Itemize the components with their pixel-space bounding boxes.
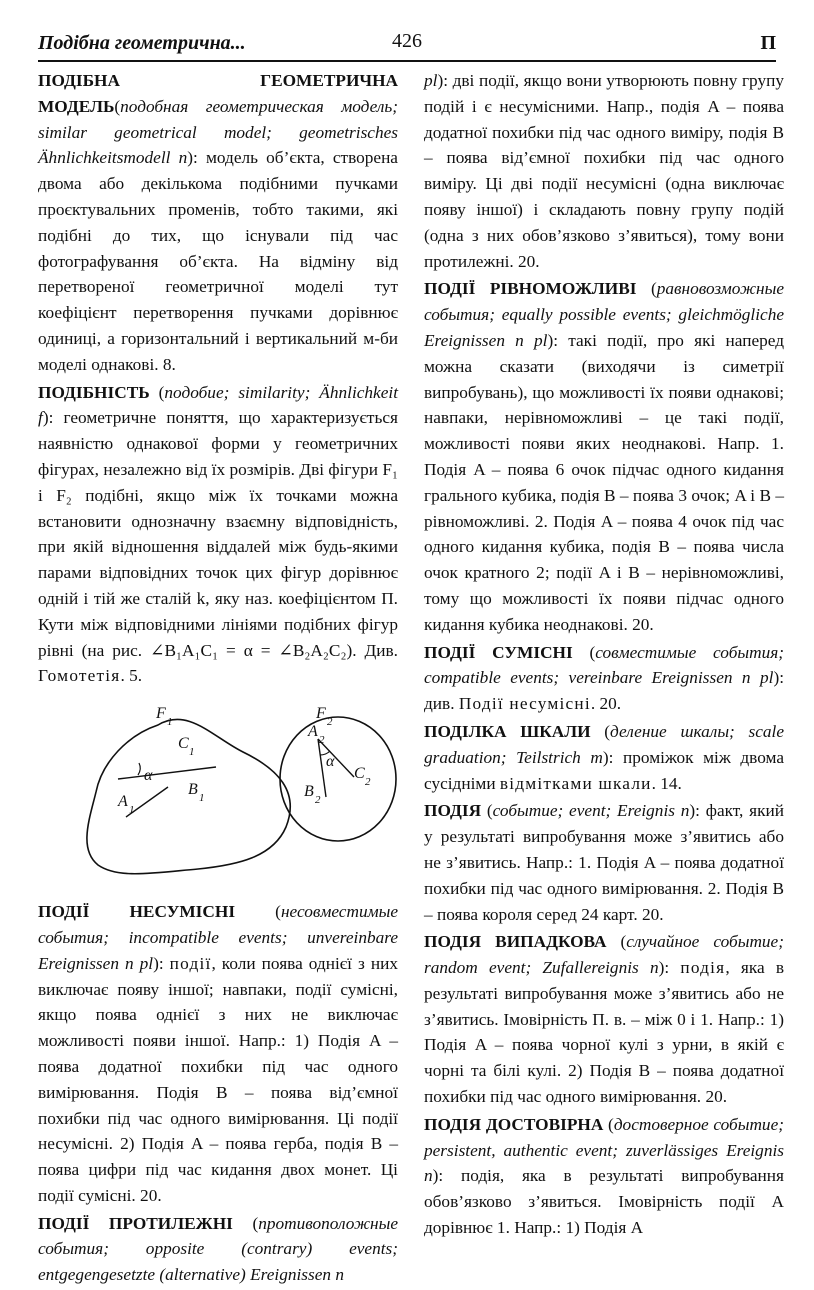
label-B: B — [304, 783, 314, 801]
entry-translations: достоверное событие; persistent, authentic event; zuverlässiges Ereignis n — [424, 1114, 784, 1186]
entry-headword: ПОДІБНА ГЕОМЕТРИЧНА МОДЕЛЬ — [38, 71, 398, 116]
label-sub: 1 — [199, 792, 205, 805]
entry-headword: ПОДІЯ ВИПАДКОВА — [424, 932, 607, 952]
paren-open: ( — [149, 382, 165, 402]
label-sub: 2 — [365, 776, 371, 789]
entry-end: . 20. — [590, 694, 622, 714]
entry-headword: ПОДІЯ — [424, 801, 482, 821]
cross-reference: Події несумісні — [458, 694, 591, 714]
entry-definition: ): проміжок між двома сусідніми — [424, 747, 784, 793]
entry-definition: ): такі події, про які наперед можна сказати (виходячи із симетрії випробувань), що можливості їх появи однакові; навпаки, нерівноможливі – це такі події, можливості появи яких неоднакові. Напр. 1. Подія A – поява 6 очок підчас одного кидання грального кубика, подія B – поява 3 очок; A і B – рівноможливі. 2. Подія A – поява 4 очок під час одного кидання кубика, подія B – поява числа очок кратного 2; події A і B – нерівноможливі, тому що можливості їх появи підчас одного кидання кубика неоднакові. 20. — [424, 330, 784, 634]
label-C: C — [178, 735, 189, 753]
entry-end: . 14. — [651, 773, 682, 793]
entry-translations: подобная геометрическая модель; similar geometrical model; geometrisches Ähnlichkeitsmodell n — [38, 96, 398, 168]
entry-headword: ПОДІЯ ДОСТОВІРНА — [424, 1114, 604, 1134]
cross-reference: відмітками шкали — [499, 773, 652, 793]
header-rule — [38, 60, 776, 62]
cross-reference: Гомотетія — [38, 666, 121, 686]
figure-f2-outline — [280, 717, 396, 841]
entry-translations: совместимые события; compatible events; vereinbare Ereignissen n pl — [424, 642, 784, 688]
entry-podiia-vypadkova — [424, 929, 784, 1110]
paren-open: ( — [590, 721, 611, 741]
entry-podii-protylezhni-continued — [424, 68, 784, 274]
entry-podilka-shkaly — [424, 719, 784, 796]
paren-open: ( — [481, 801, 493, 821]
entry-podii-sumisni — [424, 640, 784, 717]
paren-open: ( — [606, 932, 627, 952]
label-C: C — [354, 765, 365, 783]
similarity-figure — [38, 697, 398, 887]
entry-translations: несовместимые события; incompatible events; unvereinbare Ereignissen n pl — [38, 902, 398, 973]
entry-podii-protylezhni — [38, 1211, 398, 1288]
entry-podii-rivnomozhlyvi — [424, 276, 784, 637]
entry-definition: ): геометричне поняття, що характеризується наявністю однакової форми у геометричних фігурах, незалежно від їх розмірів. Дві фігури F₁ і F₂ подібні, якщо між їх точками можна встановити однозначну взаємну відповідність, при якій відношення віддалей між будь-якими парами відповідних точок цих фігур дорівнює одній і тій же сталій k, яку наз. коефіцієнтом П. Кути між відповідними лініями подібних фігур рівні (на рис. ∠B₁A₁C₁ = α = ∠B₂A₂C₂). Див. — [38, 408, 398, 660]
left-column — [38, 68, 398, 1290]
label-sub: 2 — [327, 716, 333, 729]
label-sub: 1 — [167, 716, 173, 729]
label-alpha: α — [326, 753, 335, 771]
label-sub: 2 — [319, 734, 325, 747]
label-sub: 1 — [189, 746, 195, 759]
entry-headword: ПОДІЇ СУМІСНІ — [424, 642, 573, 662]
entry-end: , коли поява однієї з них виключає появу іншої; навпаки, події сумісні, якщо поява однієї з них не виключає можливості появи іншої. Напр.: 1) Подія A – поява додатної похибки під час одного вимірювання. Подія B – поява від’ємної похибки під час одного вимірювання. Ці події несумісні. 2) Подія A – поява герба, подія B – поява цифри під час кидання двох монет. Ці події сумісні. 20. — [38, 953, 398, 1205]
entry-definition: ): подія, яка в результаті випробування обов’язково з’явиться. Імовірність події A дорівнює 1. Напр.: 1) Подія A — [424, 1166, 784, 1238]
entry-definition: ): модель об’єкта, створена двома або декількома подібними пучками проєктувальних променів, тобто такими, які подібні до тих, що існували під час фотографування об’єкта. На відміну від перетвореної геометричної моделі тут коефіцієнт перетворення пучками дорівнює одиниці, а горизонтальний і вертикальний м-би моделі однакові. 8. — [38, 148, 398, 374]
label-A: A — [308, 723, 318, 741]
cross-reference: подія — [680, 958, 726, 978]
entry-end: . 5. — [120, 666, 143, 686]
entry-headword: ПОДІБНІСТЬ — [38, 382, 150, 402]
paren-open: ( — [232, 1213, 259, 1233]
label-B: B — [188, 781, 198, 799]
label-F: F — [156, 705, 166, 723]
entry-headword: ПОДІЛКА ШКАЛИ — [424, 721, 591, 741]
entry-translations: подобие; similarity; Ähnlichkeit f — [38, 382, 398, 428]
right-column — [424, 68, 784, 1243]
entry-end: , яка в результаті випробування може з’явитись або не з’явитись. Імовірність П. в. – між 0 і 1. Напр.: 1) Подія A – поява чорної кулі з урни, в якій є чорні та білі кулі. 2) Подія B – поява додатної похибки під час одного вимірювання. 20. — [424, 958, 784, 1107]
entry-translations: случайное событие; random event; Zufallereignis n — [424, 932, 784, 978]
entry-podibnist — [38, 380, 398, 690]
entry-definition: ): див. — [424, 668, 784, 714]
paren-open: ( — [603, 1114, 614, 1134]
ray-a1-b1 — [118, 767, 216, 779]
angle-arc-1 — [138, 763, 140, 775]
entry-podiia — [424, 798, 784, 927]
label-sub: 2 — [315, 794, 321, 807]
entry-definition: ): — [153, 953, 170, 973]
entry-definition: ): дві події, якщо вони утворюють повну групу подій і є несумісними. Напр., подія A – поява додатної похибки під час одного виміру, подія B – поява від’ємної похибки під час одного виміру. Ці дві події несумісні (одна виключає появу іншої) і складають повну групу подій (одна з них обов’язково з’явиться), тому вони протилежні. 20. — [424, 71, 784, 271]
paren-open: ( — [572, 642, 596, 662]
label-F: F — [316, 705, 326, 723]
entry-translations: pl — [424, 71, 438, 90]
label-alpha: α — [144, 767, 153, 785]
entry-translations: противоположные события; opposite (contrary) events; entgegengesetzte (alternative) Ereignissen n — [38, 1213, 398, 1285]
entry-definition: ): факт, який у результаті випробування може з’явитись або не з’явитись. Напр.: 1. Подія A – поява додатної похибки під час одного вимірювання. 2. Подія B – поява короля серед 24 карт. 20. — [424, 801, 784, 924]
entry-podibna-heometrychna-model — [38, 68, 398, 378]
page-number: 426 — [392, 30, 422, 52]
entry-podii-nesumisni — [38, 899, 398, 1209]
cross-reference: події — [169, 953, 212, 973]
section-letter: П — [760, 32, 776, 54]
entry-podiia-dostovirna — [424, 1112, 784, 1241]
entry-headword: ПОДІЇ ПРОТИЛЕЖНІ — [38, 1213, 233, 1233]
entry-translations: деление шкалы; scale graduation; Teilstrich m — [424, 721, 784, 767]
label-A: A — [118, 793, 128, 811]
entry-headword: ПОДІЇ РІВНОМОЖЛИВІ — [424, 279, 637, 299]
running-title: Подібна геометрична... — [38, 32, 246, 54]
entry-headword: ПОДІЇ НЕСУМІСНІ — [38, 902, 236, 922]
paren-open: ( — [235, 902, 281, 922]
paren-open: ( — [114, 96, 121, 116]
entry-translations: событие; event; Ereignis n — [492, 801, 690, 821]
label-sub: 1 — [129, 804, 135, 817]
page-header — [38, 28, 776, 58]
entry-translations: равновозможные события; equally possible events; gleichmögliche Ereignissen n pl — [424, 279, 785, 350]
entry-definition: ): — [658, 958, 681, 978]
paren-open: ( — [636, 279, 657, 299]
similarity-diagram — [38, 697, 398, 887]
